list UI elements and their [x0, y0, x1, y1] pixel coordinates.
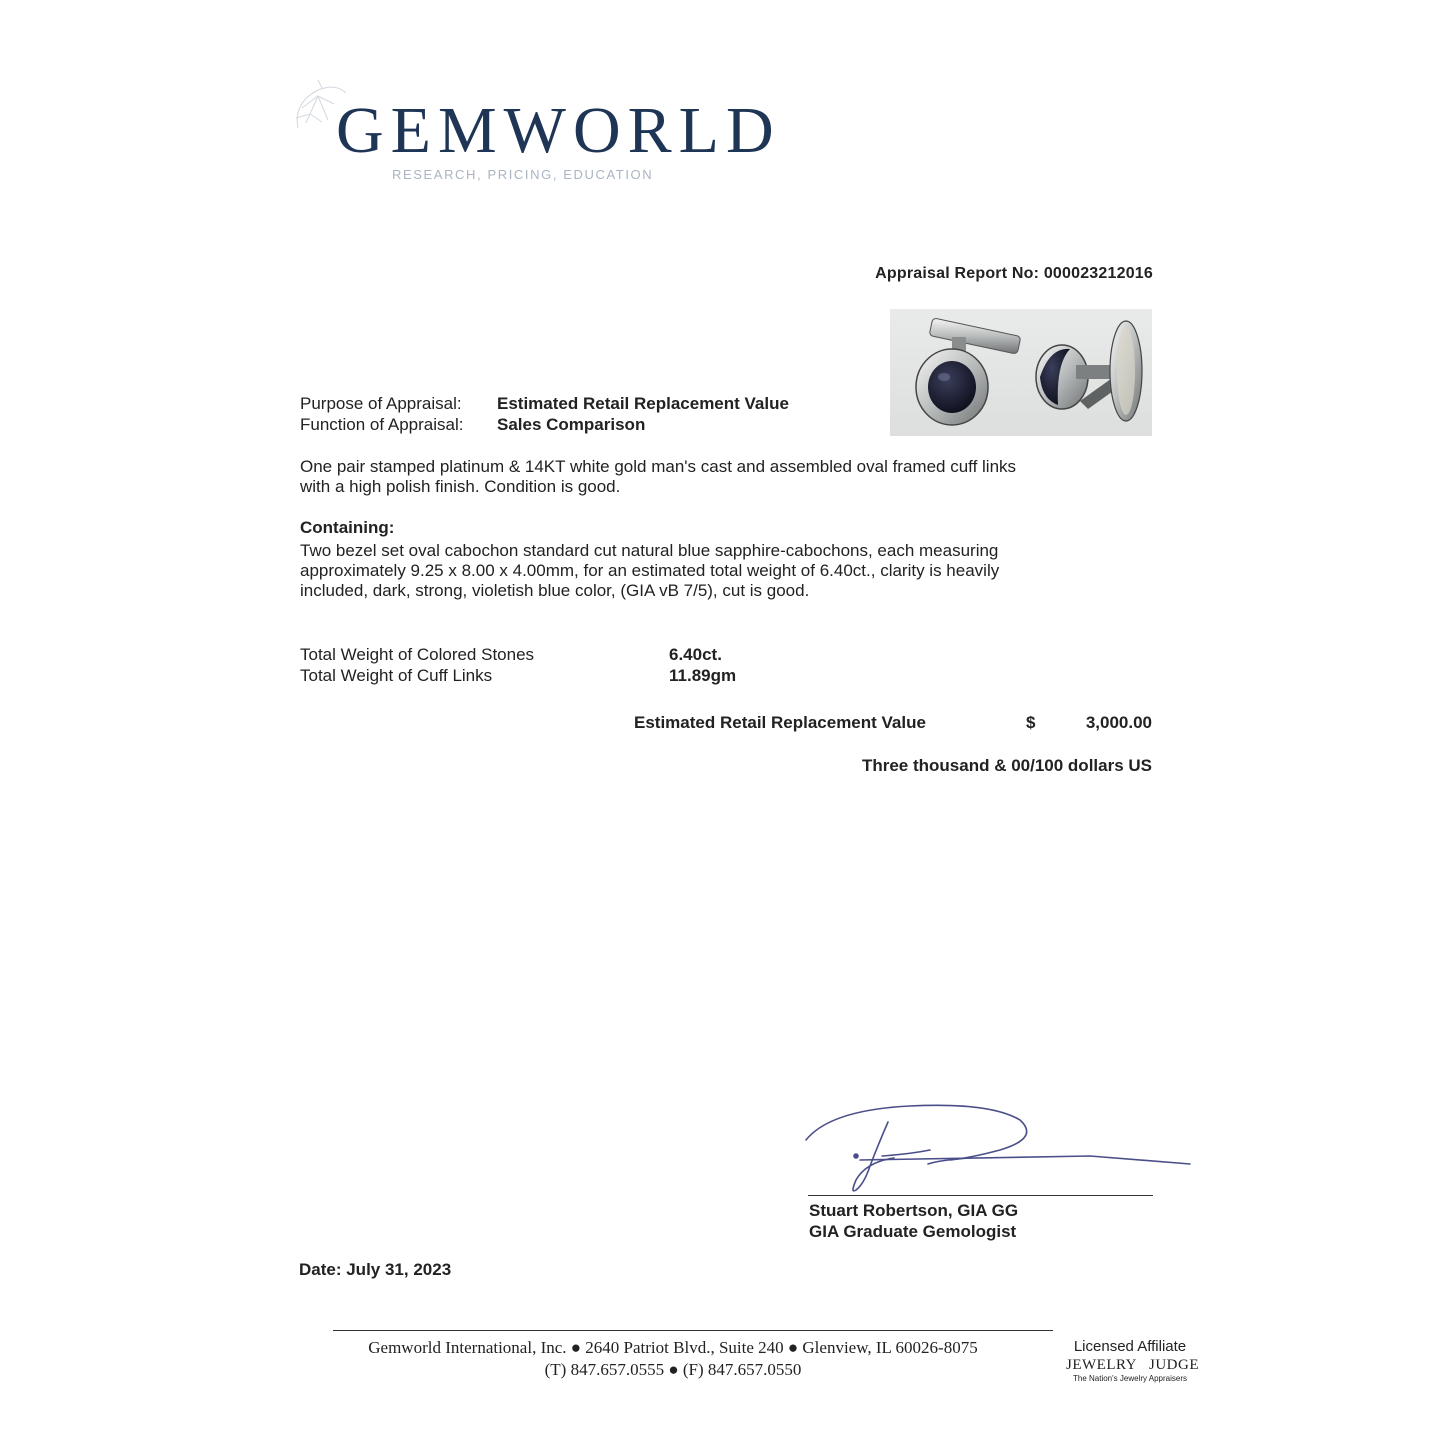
logo-wordmark: GEMWORLD [336, 94, 781, 167]
weight-row [300, 644, 769, 665]
footer-line-2: (T) 847.657.0555 ● (F) 847.657.0550 [544, 1360, 802, 1379]
weight-label: Total Weight of Cuff Links [300, 666, 493, 685]
function-label: Function of Appraisal: [300, 415, 464, 434]
weights-table [300, 644, 769, 686]
weight-label: Total Weight of Colored Stones [300, 645, 535, 664]
weight-value: 6.40ct. [669, 645, 722, 664]
containing-heading: Containing: [300, 518, 395, 537]
affiliate-tagline: The Nation's Jewelry Appraisers [1072, 1374, 1188, 1383]
function-value: Sales Comparison [497, 415, 646, 434]
signature-line [808, 1195, 1153, 1196]
appraisal-date: Date: July 31, 2023 [299, 1260, 452, 1279]
affiliate-name [1060, 1356, 1200, 1374]
affiliate-name-left: JEWELRY [1066, 1357, 1137, 1373]
purpose-value: Estimated Retail Replacement Value [497, 394, 789, 413]
footer-line-1: Gemworld International, Inc. ● 2640 Patriot Blvd., Suite 240 ● Glenview, IL 60026-8075 [368, 1338, 978, 1357]
purpose-row [300, 393, 789, 414]
appraisal-fields [300, 393, 789, 435]
purpose-label: Purpose of Appraisal: [300, 394, 462, 413]
signer-name: Stuart Robertson, GIA GG [809, 1201, 1019, 1220]
item-description: One pair stamped platinum & 14KT white gold man's cast and assembled oval framed cuff links with a high polish finish. Condition is good. [300, 457, 1017, 496]
valuation-amount: 3,000.00 [1085, 713, 1152, 732]
containing-body: Two bezel set oval cabochon standard cut natural blue sapphire-cabochons, each measuring approximately 9.25 x 8.00 x 4.00mm, for an estimated total weight of 6.40ct., clarity is heavily included, dark, strong, violetish blue color, (GIA vB 7/5), cut is good. [300, 541, 1000, 600]
weight-value: 11.89gm [669, 666, 737, 685]
valuation-label: Estimated Retail Replacement Value [634, 713, 926, 732]
report-number-label: Appraisal Report No: [875, 265, 1040, 282]
valuation-words: Three thousand & 00/100 dollars US [861, 756, 1152, 775]
weight-row [300, 665, 769, 686]
footer-divider [333, 1330, 1053, 1331]
logo-tagline: RESEARCH, PRICING, EDUCATION [392, 167, 654, 182]
cufflinks-photo [890, 309, 1152, 436]
report-number-value: 000023212016 [1043, 265, 1153, 282]
valuation-currency: $ [1026, 713, 1036, 732]
signer-block [809, 1200, 1018, 1242]
footer-address [333, 1337, 1013, 1381]
signature-mark [800, 1100, 1200, 1200]
function-row [300, 414, 789, 435]
gemworld-logo [288, 70, 781, 190]
affiliate-title: Licensed Affiliate [1073, 1338, 1187, 1355]
affiliate-badge [1060, 1338, 1200, 1384]
report-number [875, 265, 1153, 283]
affiliate-name-right: JUDGE [1149, 1357, 1199, 1373]
signer-title: GIA Graduate Gemologist [809, 1222, 1017, 1241]
cufflinks-image [890, 309, 1152, 436]
